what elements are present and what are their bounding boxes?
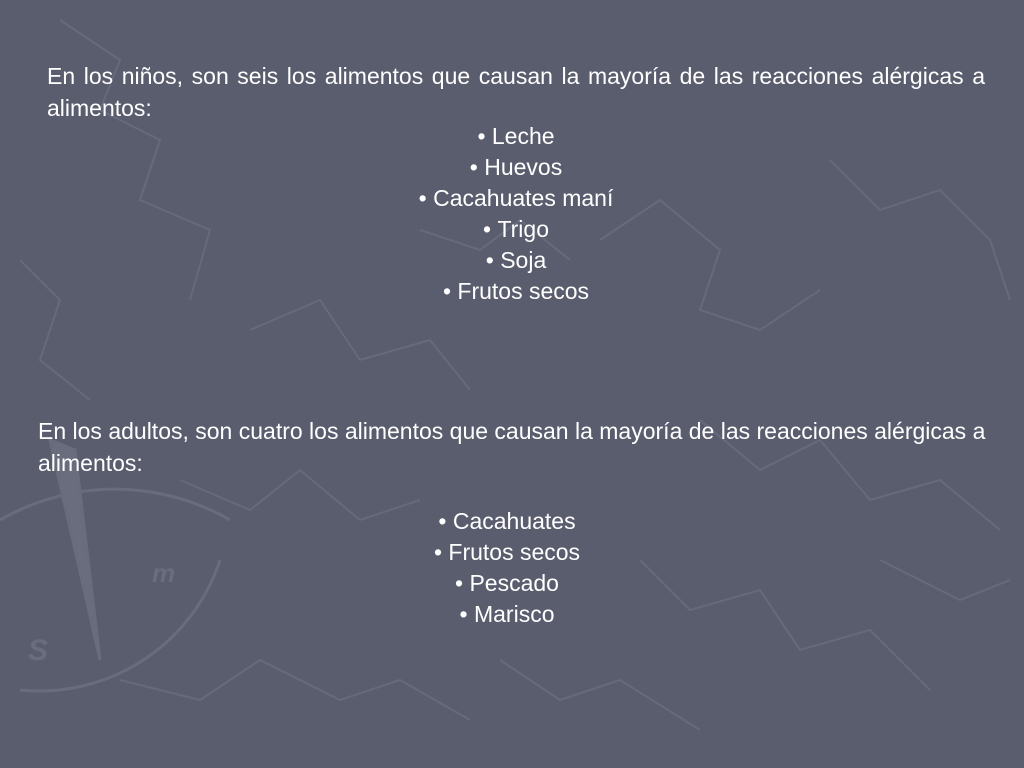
list-item: • Cacahuates maní: [300, 183, 732, 214]
list-item: • Huevos: [300, 152, 732, 183]
adults-foods-list: [300, 506, 714, 630]
children-foods-list: [300, 121, 732, 307]
adults-intro-paragraph: En los adultos, son cuatro los alimentos que causan la mayoría de las reacciones alérgicas a alimentos:: [38, 418, 986, 476]
list-item: • Soja: [300, 245, 732, 276]
list-item: • Marisco: [300, 599, 714, 630]
list-item: • Pescado: [300, 568, 714, 599]
list-item: • Trigo: [300, 214, 732, 245]
list-item: • Frutos secos: [300, 276, 732, 307]
list-item: • Leche: [300, 121, 732, 152]
compass-letter-m: m: [152, 558, 176, 588]
list-item: • Frutos secos: [300, 537, 714, 568]
children-intro-paragraph: En los niños, son seis los alimentos que causan la mayoría de las reacciones alérgicas a alimentos:: [47, 63, 985, 121]
list-item: • Cacahuates: [300, 506, 714, 537]
compass-letter-s: S: [28, 634, 49, 667]
